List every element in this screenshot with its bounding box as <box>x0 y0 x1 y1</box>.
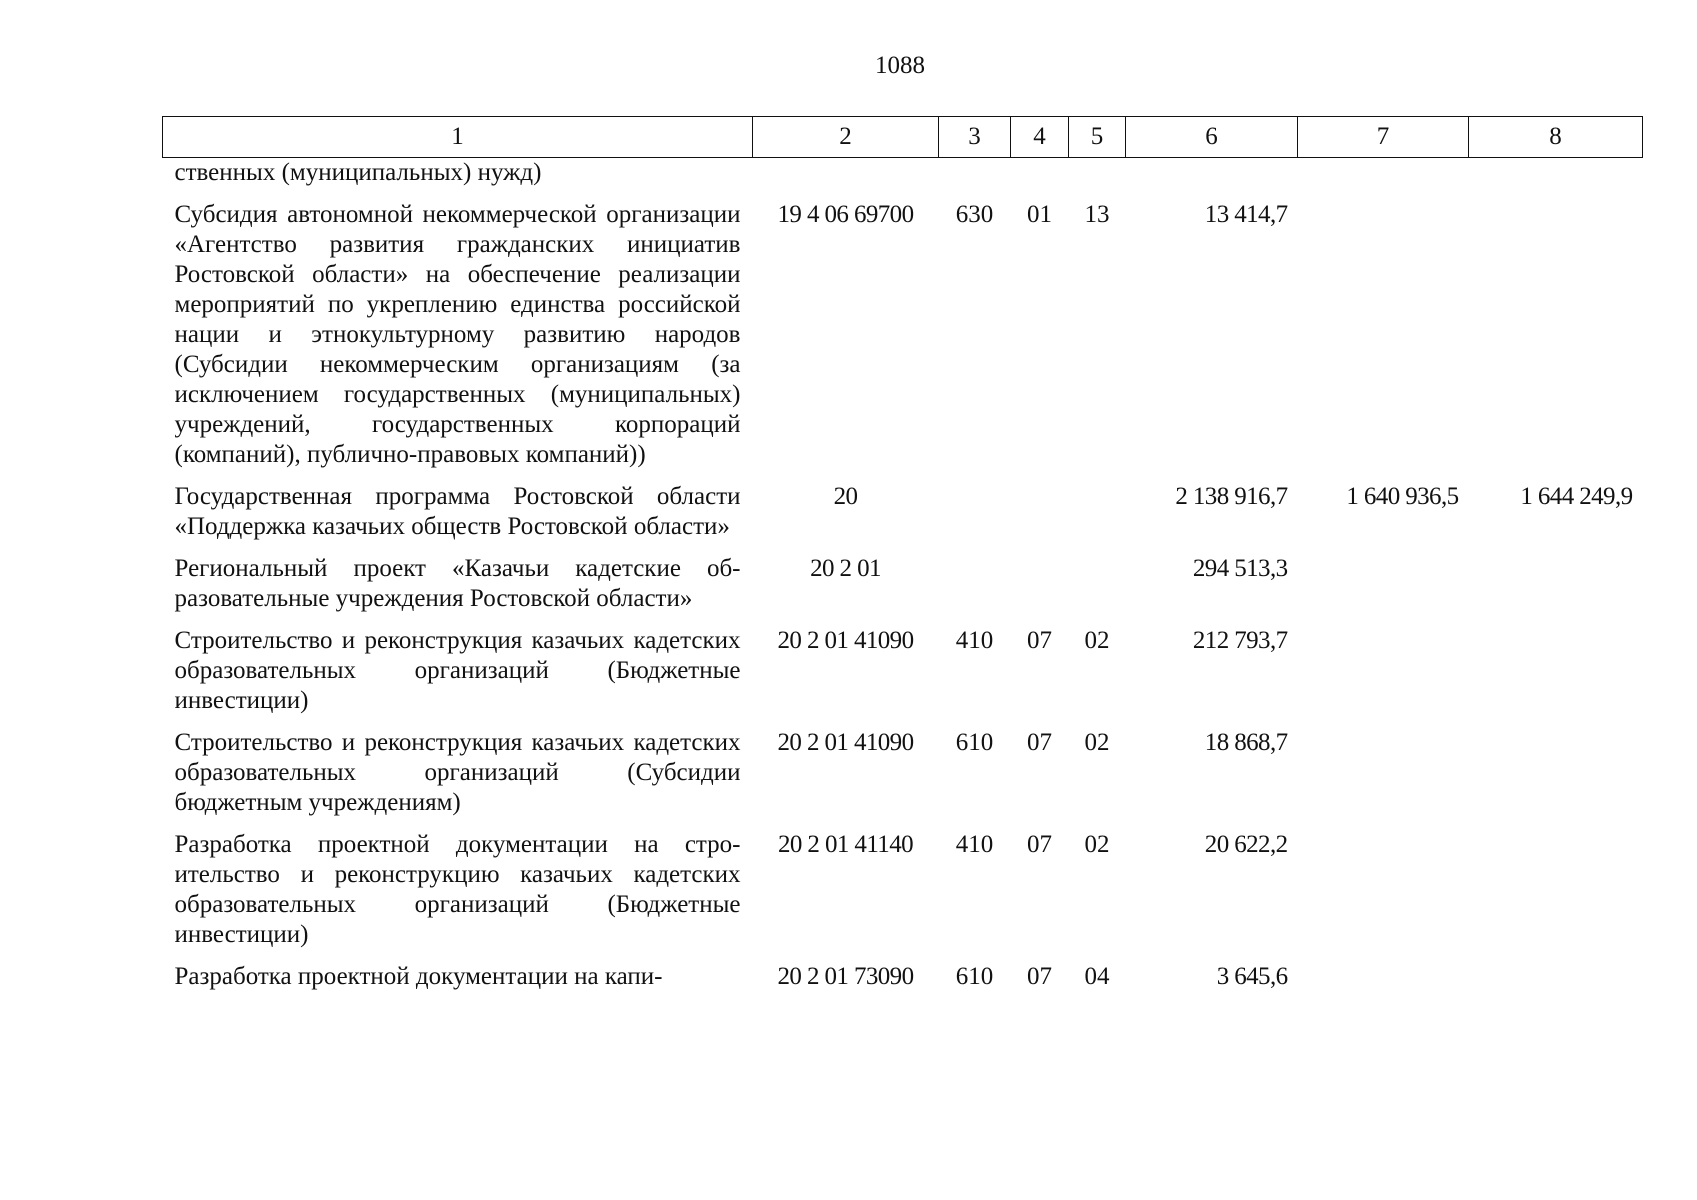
row-target-code: 20 2 01 41140 <box>777 831 914 858</box>
row-subsection: 02 <box>1084 627 1110 654</box>
row-description: ственных (муниципальных) нужд) <box>174 159 542 186</box>
row-amount-col7 <box>1298 818 1469 950</box>
row-description: Государственная программа Ростовской области «Поддержка казачьих обществ Ростовской области» <box>174 483 741 540</box>
row-amount-col7 <box>1298 188 1469 470</box>
row-section: 07 <box>1027 729 1052 756</box>
row-amount-col7 <box>1298 716 1469 818</box>
row-target-code <box>753 158 939 189</box>
table-row <box>163 188 1643 470</box>
row-subsection <box>1069 542 1126 614</box>
row-amount-col6: 18 868,7 <box>1204 729 1288 756</box>
row-subsection: 04 <box>1084 963 1110 990</box>
row-amount-col8 <box>1469 950 1643 992</box>
row-section <box>1011 158 1069 189</box>
header-col-4: 4 <box>1011 117 1069 158</box>
header-col-1: 1 <box>163 117 753 158</box>
budget-table-container <box>162 116 1642 992</box>
row-expense-type: 610 <box>955 729 994 756</box>
header-col-7: 7 <box>1298 117 1469 158</box>
row-amount-col7 <box>1298 614 1469 716</box>
row-amount-col6: 294 513,3 <box>1192 555 1288 582</box>
row-description: Строительство и реконструкция казачьих кадетских образовательных организаций (Бюджетные инвестиции) <box>174 627 741 714</box>
table-row <box>163 716 1643 818</box>
row-description: Разработка проектной документации на строительство и реконструкцию казачьих кадетских образовательных организаций (Бюджетные инвестиции) <box>174 831 741 948</box>
row-amount-col7 <box>1298 542 1469 614</box>
row-section <box>1011 470 1069 542</box>
table-row <box>163 470 1643 542</box>
row-amount-col6: 13 414,7 <box>1204 201 1288 228</box>
row-subsection: 02 <box>1084 831 1110 858</box>
table-row <box>163 950 1643 992</box>
row-amount-col7: 1 640 936,5 <box>1346 483 1459 510</box>
row-subsection <box>1069 470 1126 542</box>
row-amount-col8 <box>1469 158 1643 189</box>
row-section <box>1011 542 1069 614</box>
row-amount-col6: 3 645,6 <box>1216 963 1288 990</box>
row-expense-type <box>939 470 1011 542</box>
row-section: 07 <box>1027 831 1052 858</box>
table-header-row <box>163 117 1643 158</box>
row-amount-col8 <box>1469 188 1643 470</box>
table-row <box>163 614 1643 716</box>
row-subsection: 02 <box>1084 729 1110 756</box>
row-target-code: 20 <box>833 483 858 510</box>
row-amount-col8 <box>1469 614 1643 716</box>
row-amount-col8: 1 644 249,9 <box>1520 483 1633 510</box>
row-expense-type: 410 <box>955 831 994 858</box>
row-subsection: 13 <box>1084 201 1110 228</box>
header-col-6: 6 <box>1126 117 1298 158</box>
table-row <box>163 158 1643 189</box>
row-target-code: 19 4 06 69700 <box>777 201 914 228</box>
header-col-3: 3 <box>939 117 1011 158</box>
row-target-code: 20 2 01 41090 <box>777 729 914 756</box>
row-subsection <box>1069 158 1126 189</box>
row-expense-type <box>939 542 1011 614</box>
row-section: 01 <box>1027 201 1052 228</box>
row-amount-col7 <box>1298 950 1469 992</box>
table-row <box>163 818 1643 950</box>
row-description: Строительство и реконструкция казачьих кадетских образовательных организаций (Субсидии бюджетным учреждениям) <box>174 729 741 816</box>
row-description: Региональный проект «Казачьи кадетские образовательные учреждения Ростовской области» <box>174 555 741 612</box>
row-amount-col7 <box>1298 158 1469 189</box>
row-amount-col6: 20 622,2 <box>1204 831 1288 858</box>
row-amount-col6 <box>1126 158 1298 189</box>
row-target-code: 20 2 01 <box>810 555 881 582</box>
row-amount-col8 <box>1469 716 1643 818</box>
row-target-code: 20 2 01 41090 <box>777 627 914 654</box>
row-expense-type: 410 <box>955 627 994 654</box>
row-amount-col6: 2 138 916,7 <box>1175 483 1288 510</box>
page-number: 1088 <box>875 52 925 79</box>
header-col-5: 5 <box>1069 117 1126 158</box>
row-amount-col8 <box>1469 542 1643 614</box>
row-amount-col8 <box>1469 818 1643 950</box>
row-description: Субсидия автономной некоммерческой организации «Агентство развития гражданских инициатив Ростовской области» на обеспечение реализации мероприятий по укреплению единства российской нации и этнокультурному развитию народов (Субсидии некоммерческим организациям (за исключением государственных (муниципальных) учреждений, государственных корпораций (компаний), публично-правовых компаний)) <box>174 201 741 468</box>
table-row <box>163 542 1643 614</box>
row-section: 07 <box>1027 963 1052 990</box>
row-section: 07 <box>1027 627 1052 654</box>
row-expense-type: 630 <box>955 201 994 228</box>
row-target-code: 20 2 01 73090 <box>777 963 914 990</box>
row-description: Разработка проектной документации на капи- <box>174 963 663 990</box>
budget-table <box>162 116 1643 992</box>
row-expense-type: 610 <box>955 963 994 990</box>
header-col-8: 8 <box>1469 117 1643 158</box>
header-col-2: 2 <box>753 117 939 158</box>
row-expense-type <box>939 158 1011 189</box>
row-amount-col6: 212 793,7 <box>1192 627 1288 654</box>
